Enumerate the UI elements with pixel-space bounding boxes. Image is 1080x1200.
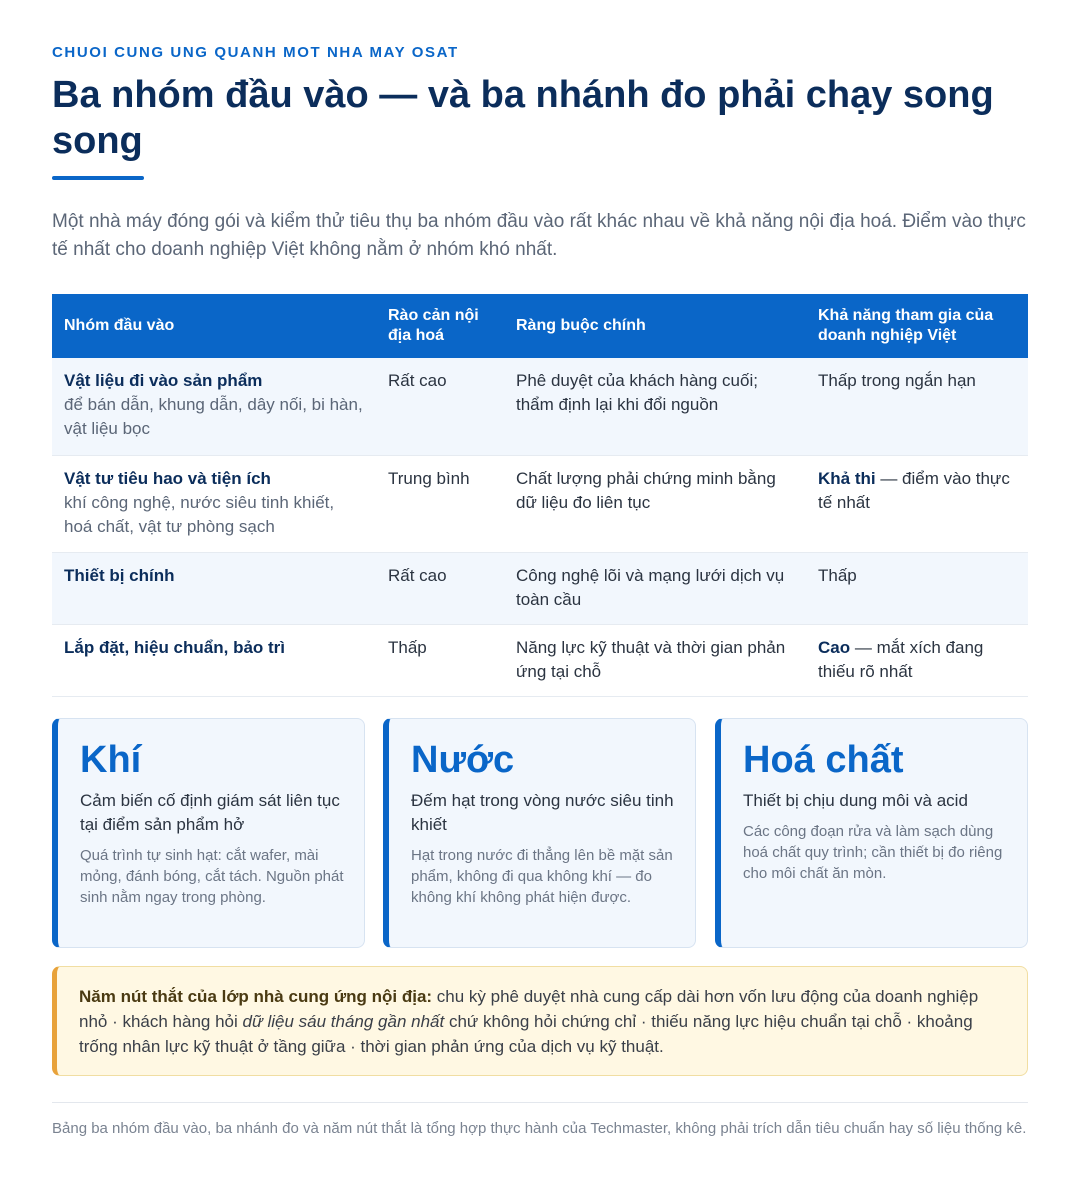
capability-text: — mắt xích đang thiếu rõ nhất <box>818 637 984 681</box>
capability-emphasis: Khả thi <box>818 468 876 488</box>
card-body: Quá trình tự sinh hạt: cắt wafer, mài mỏng, đánh bóng, cắt tách. Nguồn phát sinh nằm ngay trong phòng. <box>80 847 344 906</box>
table-header-row <box>52 294 1028 358</box>
cell-group <box>52 358 376 455</box>
table-row <box>52 455 1028 552</box>
header-input-group: Nhóm đầu vào <box>52 294 376 358</box>
cell-constraint: Công nghệ lõi và mạng lưới dịch vụ toàn cầu <box>504 552 806 624</box>
section-kicker: CHUOI CUNG UNG QUANH MOT NHA MAY OSAT <box>52 44 459 61</box>
callout-text-end: chứ không hỏi chứng chỉ · thiếu năng lực hiệu chuẩn tại chỗ · khoảng trống nhân lực kỹ thuật ở tầng giữa · thời gian phản ứng của dịch vụ kỹ thuật. <box>79 1012 973 1056</box>
group-description: khí công nghệ, nước siêu tinh khiết, hoá chất, vật tư phòng sạch <box>64 492 335 536</box>
callout-text: chu kỳ phê duyệt nhà cung cấp dài hơn vốn lưu động của doanh nghiệp nhỏ · khách hàng hỏi <box>79 987 979 1031</box>
cell-constraint: Chất lượng phải chứng minh bằng dữ liệu đo liên tục <box>504 455 806 552</box>
group-name: Thiết bị chính <box>64 565 175 585</box>
cell-barrier: Trung bình <box>376 455 504 552</box>
cell-capability <box>806 358 1028 455</box>
header-barrier: Rào cản nội địa hoá <box>376 294 504 358</box>
capability-text: Thấp trong ngắn hạn <box>818 371 976 390</box>
capability-text: Thấp <box>818 565 857 585</box>
cell-capability <box>806 455 1028 552</box>
card-chemicals <box>715 718 1028 948</box>
table-row <box>52 624 1028 696</box>
input-groups-table <box>52 294 1028 697</box>
header-capability: Khả năng tham gia của doanh nghiệp Việt <box>806 294 1028 358</box>
capability-text: — điểm vào thực tế nhất <box>818 468 1010 512</box>
cell-group <box>52 552 376 624</box>
group-name: Lắp đặt, hiệu chuẩn, bảo trì <box>64 637 286 657</box>
header-constraint: Ràng buộc chính <box>504 294 806 358</box>
group-name: Vật tư tiêu hao và tiện ích <box>64 468 271 488</box>
page-title: Ba nhóm đầu vào — và ba nhánh đo phải chạy song song <box>52 74 994 162</box>
card-title: Hoá chất <box>743 739 904 781</box>
capability-emphasis: Cao <box>818 637 851 657</box>
table-row <box>52 552 1028 624</box>
measurement-branches <box>52 718 1028 948</box>
callout-lead: Năm nút thắt của lớp nhà cung ứng nội địa: <box>79 987 433 1006</box>
cell-constraint: Năng lực kỹ thuật và thời gian phản ứng tại chỗ <box>504 624 806 696</box>
card-body: Các công đoạn rửa và làm sạch dùng hoá chất quy trình; cần thiết bị đo riêng cho môi chất ăn mòn. <box>743 823 1003 882</box>
callout-emphasis: dữ liệu sáu tháng gần nhất <box>242 1012 445 1031</box>
card-subtitle: Cảm biến cố định giám sát liên tục tại điểm sản phẩm hở <box>80 791 340 834</box>
card-title: Nước <box>411 739 515 781</box>
cell-capability <box>806 552 1028 624</box>
card-subtitle: Thiết bị chịu dung môi và acid <box>743 791 968 810</box>
group-name: Vật liệu đi vào sản phẩm <box>64 371 263 390</box>
cell-barrier: Rất cao <box>376 358 504 455</box>
cell-group <box>52 624 376 696</box>
card-body: Hạt trong nước đi thẳng lên bề mặt sản phẩm, không đi qua không khí — đo không khí không phát hiện được. <box>411 847 673 906</box>
cell-constraint: Phê duyệt của khách hàng cuối; thẩm định lại khi đổi nguồn <box>504 358 806 455</box>
cell-capability <box>806 624 1028 696</box>
bottleneck-callout <box>52 966 1028 1076</box>
card-title: Khí <box>80 739 142 781</box>
footnote: Bảng ba nhóm đầu vào, ba nhánh đo và năm nút thắt là tổng hợp thực hành của Techmaster, không phải trích dẫn tiêu chuẩn hay số liệu thống kê. <box>52 1120 1027 1137</box>
table-row <box>52 358 1028 455</box>
group-description: để bán dẫn, khung dẫn, dây nối, bi hàn, vật liệu bọc <box>64 395 363 438</box>
lead-paragraph: Một nhà máy đóng gói và kiểm thử tiêu thụ ba nhóm đầu vào rất khác nhau về khả năng nội địa hoá. Điểm vào thực tế nhất cho doanh nghiệp Việt không nằm ở nhóm khó nhất. <box>52 211 1026 260</box>
footer-divider <box>52 1102 1028 1103</box>
card-subtitle: Đếm hạt trong vòng nước siêu tinh khiết <box>411 791 674 834</box>
cell-group <box>52 455 376 552</box>
cell-barrier: Thấp <box>376 624 504 696</box>
card-water <box>383 718 696 948</box>
cell-barrier: Rất cao <box>376 552 504 624</box>
card-gas <box>52 718 365 948</box>
title-underline <box>52 176 144 180</box>
